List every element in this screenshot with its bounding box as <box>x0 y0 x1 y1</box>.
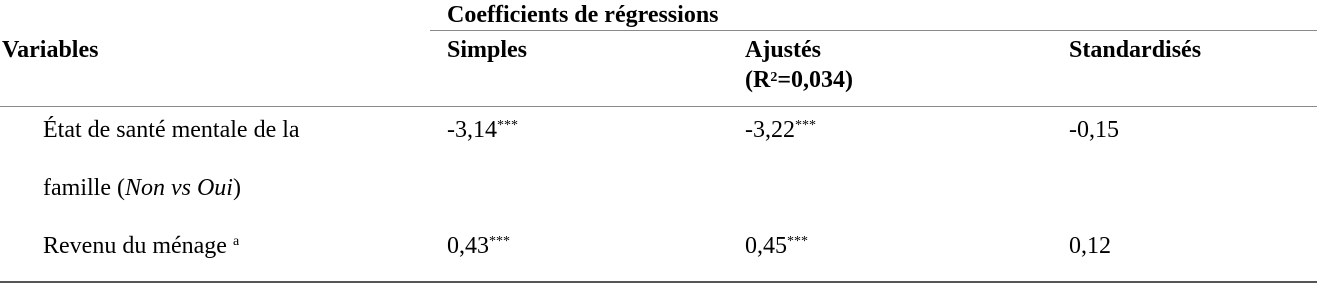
row2-ajustes <box>745 231 808 261</box>
table-caption: Coefficients de régressions <box>447 2 719 28</box>
row2-simples-value: 0,43 <box>447 233 489 259</box>
bottom-rule <box>0 281 1317 283</box>
row2-simples-sig: *** <box>489 234 510 249</box>
header-standardises: Standardisés <box>1069 37 1202 63</box>
header-simples: Simples <box>447 37 528 63</box>
header-rule <box>0 106 1317 107</box>
r2-superscript: 2 <box>770 70 778 85</box>
row1-label-post: ) <box>232 175 241 201</box>
row1-standardises: -0,15 <box>1069 117 1119 143</box>
header-ajustes-label: Ajustés <box>745 37 821 63</box>
row1-ajustes-sig: *** <box>795 118 816 133</box>
row2-ajustes-value: 0,45 <box>745 233 787 259</box>
header-ajustes <box>745 35 853 95</box>
row1-label-italic: Non vs Oui <box>124 175 233 201</box>
row1-ajustes-value: -3,22 <box>745 117 795 143</box>
row1-label-pre: famille ( <box>43 175 125 201</box>
row1-simples <box>447 115 518 145</box>
row1-simples-value: -3,14 <box>447 117 497 143</box>
row1-ajustes <box>745 115 816 145</box>
row1-label-line1: État de santé mentale de la <box>43 117 300 143</box>
r2-open: (R <box>745 67 771 93</box>
header-variables: Variables <box>2 37 99 63</box>
row2-standardises: 0,12 <box>1069 233 1111 259</box>
header-ajustes-r2 <box>745 65 853 95</box>
row1-simples-sig: *** <box>497 118 518 133</box>
row2-label-text: Revenu du ménage <box>43 233 233 259</box>
row2-label <box>43 231 239 261</box>
row2-simples <box>447 231 510 261</box>
row1-label-line2 <box>43 173 241 203</box>
row2-label-footnote: a <box>232 234 240 249</box>
caption-rule <box>430 30 1317 31</box>
row2-ajustes-sig: *** <box>787 234 808 249</box>
r2-value: =0,034) <box>777 67 853 93</box>
